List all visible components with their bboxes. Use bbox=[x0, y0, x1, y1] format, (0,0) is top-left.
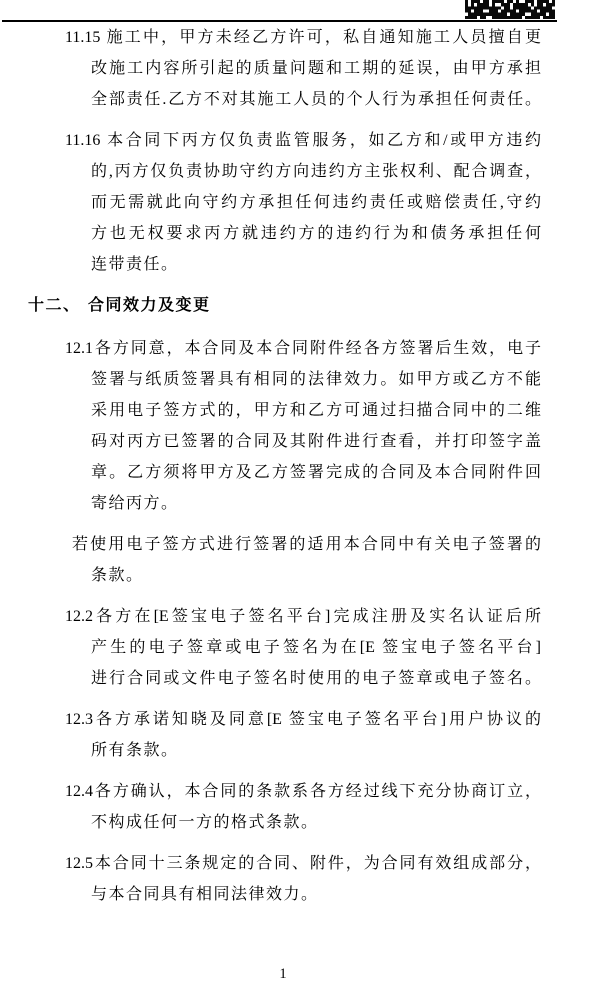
text-line: 连带责任。 bbox=[91, 256, 179, 273]
clause-11-16 bbox=[65, 125, 541, 280]
text-line: 采用电子签方式的，甲方和乙方可通过扫描合同中的二维 bbox=[91, 402, 541, 419]
text-line: 的,丙方仅负责协助守约方向违约方主张权利、配合调查， bbox=[91, 163, 541, 180]
contract-body bbox=[28, 22, 541, 920]
clause-12-1 bbox=[65, 333, 541, 519]
text-line: 11.15 施工中，甲方未经乙方许可，私自通知施工人员擅自更 bbox=[65, 29, 541, 46]
text-line: 若使用电子签方式进行签署的适用本合同中有关电子签署的 bbox=[72, 536, 541, 553]
text-line: 产生的电子签章或电子签名为在[E 签宝电子签名平台] bbox=[91, 639, 541, 656]
esign-note bbox=[65, 529, 541, 591]
text-line: 而无需就此向守约方承担任何违约责任或赔偿责任,守约 bbox=[91, 194, 541, 211]
clause-11-15 bbox=[65, 22, 541, 115]
text-line: 方也无权要求丙方就违约方的违约行为和债务承担任何 bbox=[91, 225, 541, 242]
text-line: 条款。 bbox=[91, 567, 144, 584]
text-line: 12.2各方在[E签宝电子签名平台]完成注册及实名认证后所 bbox=[65, 608, 541, 625]
text-line: 全部责任.乙方不对其施工人员的个人行为承担任何责任。 bbox=[91, 91, 541, 108]
text-line: 所有条款。 bbox=[91, 742, 179, 759]
page-number: 1 bbox=[279, 966, 287, 982]
text-line: 12.5本合同十三条规定的合同、附件，为合同有效组成部分， bbox=[65, 855, 541, 872]
text-line: 章。乙方须将甲方及乙方签署完成的合同及本合同附件回 bbox=[91, 464, 541, 481]
text-line: 不构成任何一方的格式条款。 bbox=[91, 814, 319, 831]
section-12-heading bbox=[28, 290, 541, 321]
text-line: 进行合同或文件电子签名时使用的电子签章或电子签名。 bbox=[91, 670, 541, 687]
clause-12-2 bbox=[65, 601, 541, 694]
text-line: 改施工内容所引起的质量问题和工期的延误，由甲方承担 bbox=[91, 60, 541, 77]
text-line: 寄给丙方。 bbox=[91, 495, 179, 512]
text-line: 码对丙方已签署的合同及其附件进行查看，并打印签字盖 bbox=[91, 433, 541, 450]
text-line: 签署与纸质签署具有相同的法律效力。如甲方或乙方不能 bbox=[91, 371, 541, 388]
clause-12-3 bbox=[65, 704, 541, 766]
text-line: 12.1各方同意，本合同及本合同附件经各方签署后生效，电子 bbox=[65, 340, 541, 357]
section-title: 合同效力及变更 bbox=[88, 297, 211, 314]
clause-12-5 bbox=[65, 848, 541, 910]
clause-12-4 bbox=[65, 776, 541, 838]
text-line: 12.3各方承诺知晓及同意[E 签宝电子签名平台]用户协议的 bbox=[65, 711, 541, 728]
section-number: 十二、 bbox=[28, 297, 81, 314]
qr-code-icon bbox=[465, 0, 555, 19]
text-line: 与本合同具有相同法律效力。 bbox=[91, 886, 319, 903]
text-line: 12.4各方确认，本合同的条款系各方经过线下充分协商订立， bbox=[65, 783, 541, 800]
text-line: 11.16 本合同下丙方仅负责监管服务，如乙方和/或甲方违约 bbox=[65, 132, 541, 149]
